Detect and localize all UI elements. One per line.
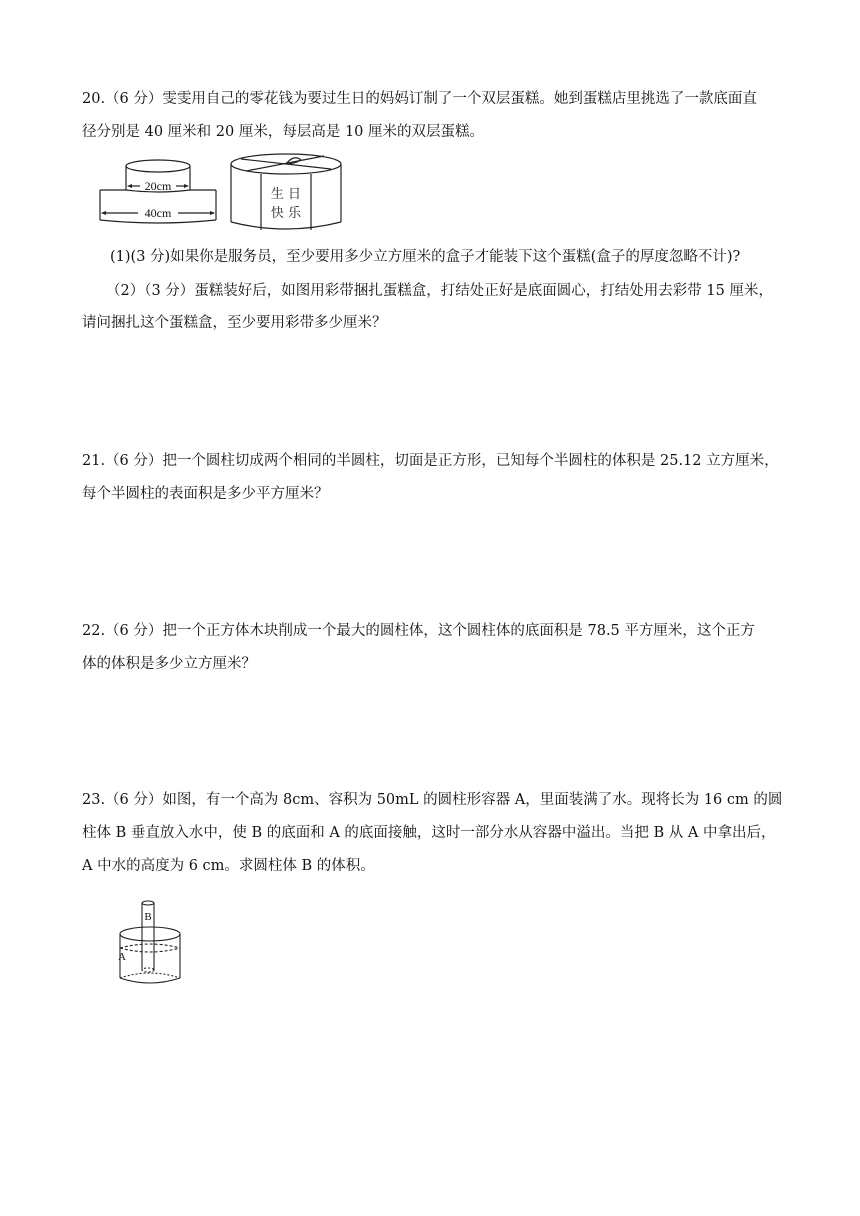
q20-sub-question-2-line-2: 请问捆扎这个蛋糕盒，至少要用彩带多少厘米？ [82,315,387,331]
q23-container-figure [112,896,192,992]
q23-text-line-3: A 中水的高度为 6 cm。求圆柱体 B 的体积。 [82,858,375,874]
q22-text-line-1: 22.（6 分）把一个正方体木块削成一个最大的圆柱体，这个圆柱体的底面积是 78.5 平方厘米，这个正方 [82,623,755,639]
cake-top-diameter-label: 20cm [144,179,172,193]
q20-sub-question-1: (1)(3 分)如果你是服务员，至少要用多少立方厘米的盒子才能装下这个蛋糕(盒子的厚度忽略不计)? [110,249,741,265]
q22-text-line-2: 体的体积是多少立方厘米？ [82,656,256,672]
cake-bottom-diameter-label: 40cm [144,206,172,220]
container-a-label: A [118,951,126,963]
cylinder-b-label: B [144,911,152,923]
q20-sub-question-2-line-1: （2）（3 分）蛋糕装好后，如图用彩带捆扎蛋糕盒，打结处正好是底面圆心，打结处用去彩带 15 厘米， [106,283,773,299]
cake-box-text-birthday: 生 日 [270,187,302,202]
cake-box-text-happy: 快 乐 [270,206,302,221]
q20-text-line-1: 20.（6 分）雯雯用自己的零花钱为要过生日的妈妈订制了一个双层蛋糕。她到蛋糕店里挑选了一款底面直 [82,91,757,107]
q21-text-line-1: 21.（6 分）把一个圆柱切成两个相同的半圆柱，切面是正方形，已知每个半圆柱的体积是 25.12 立方厘米， [82,453,779,469]
q20-text-line-2: 径分别是 40 厘米和 20 厘米，每层高是 10 厘米的双层蛋糕。 [82,124,485,140]
q20-cake-figure [96,150,356,235]
q23-text-line-2: 柱体 B 垂直放入水中，使 B 的底面和 A 的底面接触，这时一部分水从容器中溢出。当把 B 从 A 中拿出后， [82,825,776,841]
q21-text-line-2: 每个半圆柱的表面积是多少平方厘米？ [82,486,329,502]
q23-text-line-1: 23.（6 分）如图，有一个高为 8cm、容积为 50mL 的圆柱形容器 A，里面装满了水。现将长为 16 cm 的圆 [82,792,783,808]
